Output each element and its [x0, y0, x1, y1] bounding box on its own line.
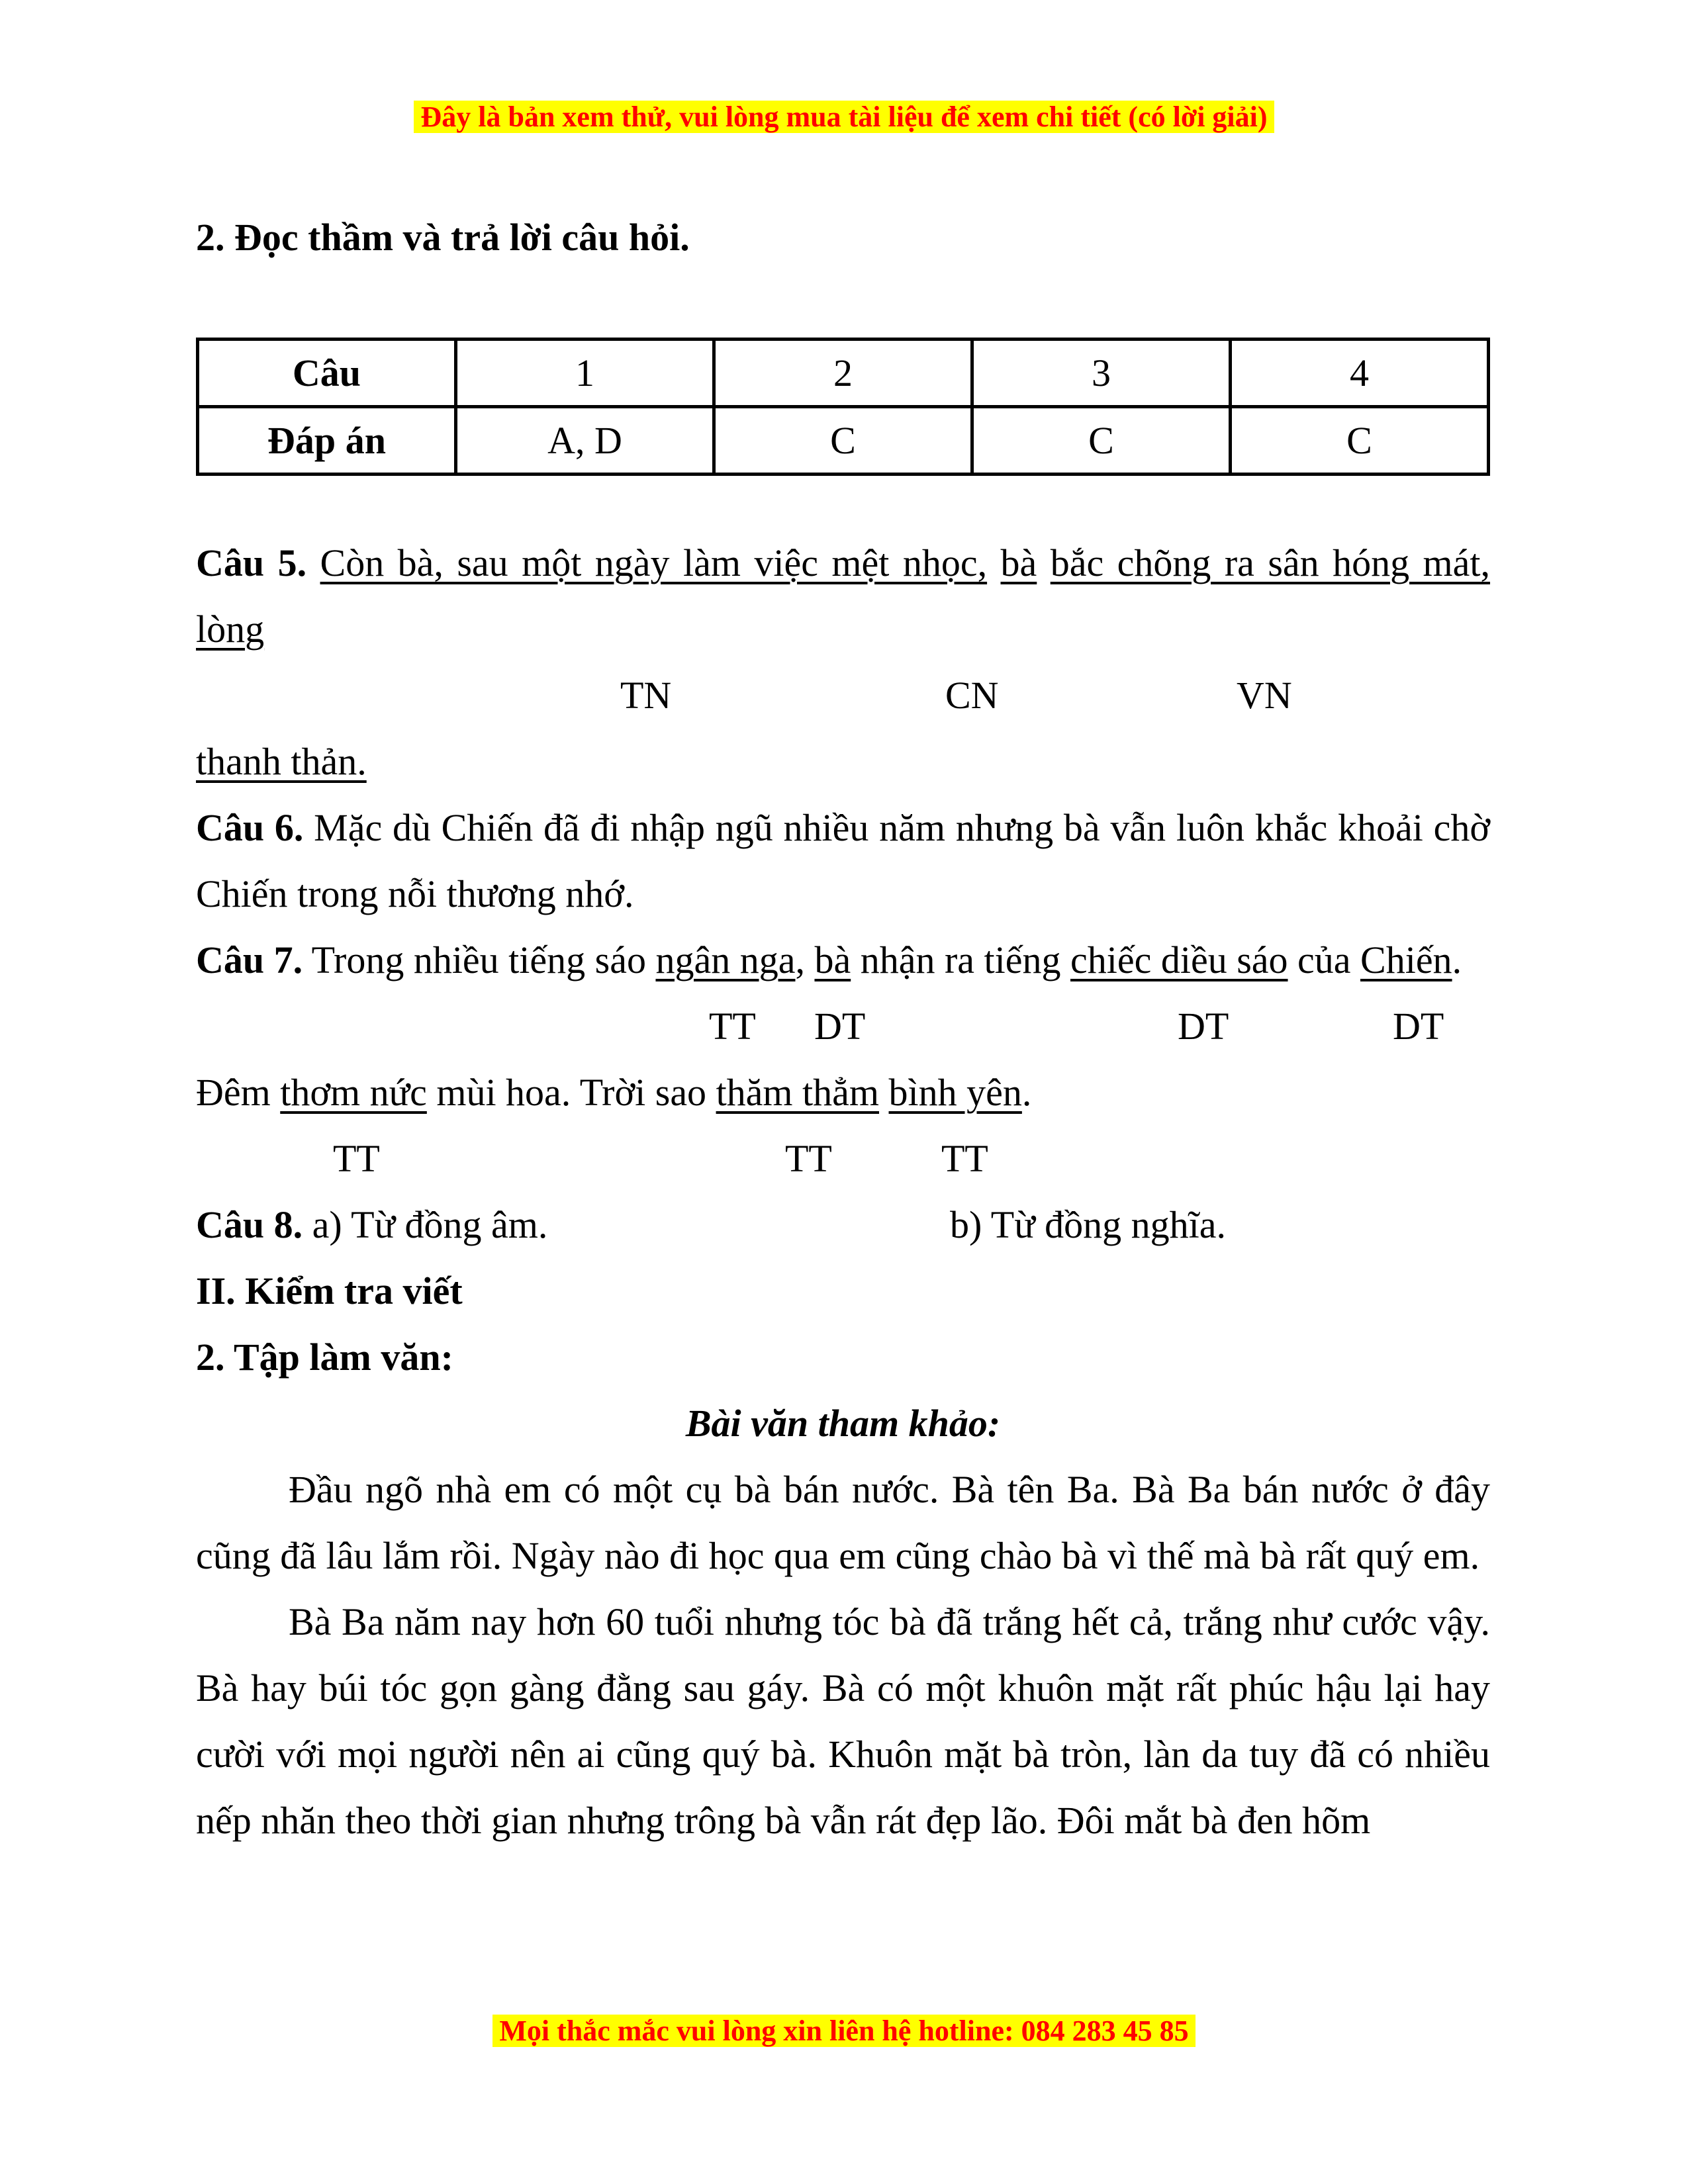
cau7-sent2-period: .	[1021, 1071, 1032, 1114]
answer-cell-2: C	[714, 407, 972, 475]
cau7-underline-dt1: bà	[814, 938, 851, 981]
cau8-answer-b: b) Từ đồng nghĩa.	[950, 1203, 1226, 1246]
cau7-underline-tt: ngân nga	[655, 938, 796, 981]
answer-cell-3: C	[972, 407, 1231, 475]
cau5-tn-segment: Còn bà, sau một ngày làm việc mệt nhọc,	[320, 541, 988, 584]
cau7-line2	[196, 1060, 1490, 1126]
cau5-label: Câu 5.	[196, 541, 307, 584]
cau7-sent2-mid: mùi hoa. Trời sao	[436, 1071, 707, 1114]
cau7-mid: nhận ra tiếng	[860, 938, 1061, 981]
cau6-text: Mặc dù Chiến đã đi nhập ngũ nhiều năm nhưng bà vẫn luôn khắc khoải chờ Chiến trong nỗi thương nhớ.	[196, 806, 1490, 915]
label-dt-1: DT	[814, 1005, 866, 1048]
cau7-period: .	[1452, 938, 1462, 981]
answer-key-table	[196, 338, 1490, 476]
writing-subheading: 2. Tập làm văn:	[196, 1336, 453, 1379]
cau5-grammar-label-line	[196, 662, 1490, 729]
question-number-1: 1	[456, 340, 714, 407]
cau5-vn-segment-1: bắc chõng ra sân hóng mát,	[1050, 541, 1491, 584]
table-row-questions	[198, 340, 1489, 407]
cau5-cn-segment: bà	[1000, 541, 1037, 584]
cau8-answer-line	[196, 1192, 1490, 1258]
cau7-underline-dt3: Chiến	[1360, 938, 1452, 981]
essay-paragraph-2: Bà Ba năm nay hơn 60 tuổi nhưng tóc bà đã trắng hết cả, trắng như cước vậy. Bà hay búi tóc gọn gàng đằng sau gáy. Bà có một khuôn mặt rất phúc hậu lại hay cười với mọi người nên ai cũng quý bà. Khuôn mặt bà tròn, làn da tuy đã có nhiều nếp nhăn theo thời gian nhưng trông bà vẫn rát đẹp lão. Đôi mắt bà đen hõm	[196, 1600, 1490, 1842]
label-dt-3: DT	[1393, 1005, 1444, 1048]
question-number-4: 4	[1231, 340, 1489, 407]
cau7-mid2: của	[1297, 938, 1351, 981]
cau5-vn-segment-2: lòng	[196, 608, 265, 651]
table-header-cau: Câu	[198, 340, 456, 407]
cau7-sent2-underline-2: thăm thẳm	[716, 1071, 880, 1114]
cau7-sent2-start: Đêm	[196, 1071, 271, 1114]
answer-cell-1: A, D	[456, 407, 714, 475]
hotline-text: Mọi thắc mắc vui lòng xin liên hệ hotline: 084 283 45 85	[492, 2015, 1195, 2047]
cau8-label: Câu 8.	[196, 1203, 303, 1246]
cau7-underline-dt2: chiếc diều sáo	[1070, 938, 1288, 981]
question-number-3: 3	[972, 340, 1231, 407]
label-tt-4: TT	[941, 1137, 988, 1180]
table-row-answers	[198, 407, 1489, 475]
document-content	[196, 0, 1490, 1854]
cau5-line3	[196, 729, 1490, 795]
answer-cell-4: C	[1231, 407, 1489, 475]
table-header-dap-an: Đáp án	[198, 407, 456, 475]
label-tn: TN	[620, 674, 672, 717]
cau5-line2	[196, 596, 1490, 662]
cau7-intro: Trong nhiều tiếng sáo	[311, 938, 646, 981]
answers-block	[196, 530, 1490, 1854]
essay-paragraph-1: Đầu ngõ nhà em có một cụ bà bán nước. Bà tên Ba. Bà Ba bán nước ở đây cũng đã lâu lắm rồi. Ngày nào đi học qua em cũng chào bà vì thế mà bà rất quý em.	[196, 1468, 1490, 1577]
label-dt-2: DT	[1178, 1005, 1229, 1048]
cau6-answer	[196, 795, 1490, 927]
cau7-word-class-label-line-2	[196, 1126, 1490, 1192]
cau5-vn-segment-3: thanh thản.	[196, 740, 367, 783]
cau6-label: Câu 6.	[196, 806, 304, 849]
writing-section-heading: II. Kiểm tra viết	[196, 1269, 463, 1312]
cau7-word-class-label-line-1	[196, 993, 1490, 1060]
essay-title: Bài văn tham khảo:	[685, 1402, 1001, 1445]
hotline-banner	[0, 2012, 1688, 2050]
cau5-line1	[196, 530, 1490, 596]
cau7-label: Câu 7.	[196, 938, 303, 981]
cau8-answer-a: a) Từ đồng âm.	[312, 1203, 548, 1246]
label-tt-1: TT	[709, 1005, 756, 1048]
reading-section-heading: 2. Đọc thầm và trả lời câu hỏi.	[196, 216, 690, 259]
label-cn: CN	[945, 674, 999, 717]
label-tt-2: TT	[333, 1137, 380, 1180]
cau7-sent2-underline-1: thơm nức	[280, 1071, 427, 1114]
cau7-sent2-underline-3: bình yên	[888, 1071, 1022, 1114]
cau7-comma: ,	[795, 938, 805, 981]
preview-notice-text: Đây là bản xem thử, vui lòng mua tài liệu để xem chi tiết (có lời giải)	[414, 101, 1274, 133]
question-number-2: 2	[714, 340, 972, 407]
label-vn: VN	[1237, 674, 1292, 717]
label-tt-3: TT	[785, 1137, 832, 1180]
essay-title-line	[196, 1390, 1490, 1457]
cau7-line1	[196, 927, 1490, 993]
